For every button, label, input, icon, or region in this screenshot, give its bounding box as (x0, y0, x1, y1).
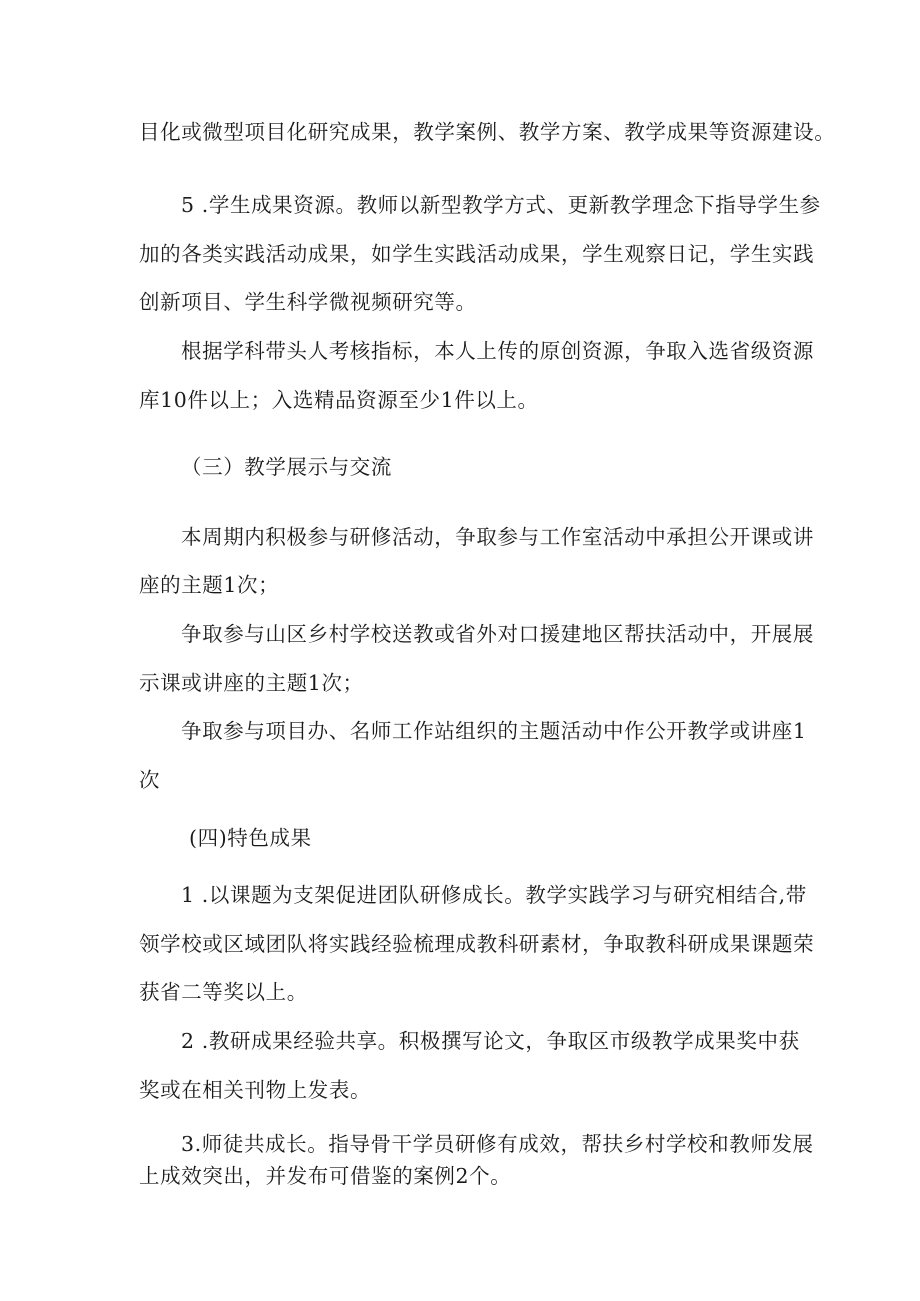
text-line-1: 目化或微型项目化研究成果，教学案例、教学方案、教学成果等资源建设。 (139, 120, 836, 144)
text-line-9: 座的主题1次； (139, 573, 280, 597)
text-line-17: 获省二等奖以上。 (139, 980, 308, 1004)
text-line-19: 奖或在相关刊物上发表。 (139, 1078, 372, 1102)
text-line-3: 加的各类实践活动成果，如学生实践活动成果，学生观察日记，学生实践 (139, 242, 815, 266)
item-2-heading-line: 2 .教研成果经验共享。积极撰写论文，争取区市级教学成果奖中获 (181, 1029, 800, 1053)
section-heading-4: (四)特色成果 (189, 826, 312, 850)
section-heading-3: （三）教学展示与交流 (181, 455, 392, 479)
text-line-10: 争取参与山区乡村学校送教或省外对口援建地区帮扶活动中，开展展 (181, 622, 814, 646)
text-line-13: 次 (139, 768, 161, 792)
paragraph-assessment-line: 根据学科带头人考核指标，本人上传的原创资源，争取入选省级资源 (181, 339, 814, 363)
text-line-11: 示课或讲座的主题1次； (139, 671, 364, 695)
text-line-21: 上成效突出，并发布可借鉴的案例2个。 (139, 1164, 512, 1188)
item-1-heading-line: 1 .以课题为支架促进团队研修成长。教学实践学习与研究相结合,带 (181, 883, 807, 907)
text-line-6: 库10件以上；入选精品资源至少1件以上。 (139, 388, 539, 412)
text-line-12: 争取参与项目办、名师工作站组织的主题活动中作公开教学或讲座1 (181, 719, 807, 743)
text-line-16: 领学校或区域团队将实践经验梳理成教科研素材，争取教科研成果课题荣 (139, 932, 815, 956)
item-3-heading-line: 3.师徒共成长。指导骨干学员研修有成效，帮扶乡村学校和教师发展 (181, 1132, 814, 1156)
text-line-8: 本周期内积极参与研修活动，争取参与工作室活动中承担公开课或讲 (181, 525, 814, 549)
text-line-4: 创新项目、学生科学微视频研究等。 (139, 290, 477, 314)
item-5-heading-line: 5 .学生成果资源。教师以新型教学方式、更新教学理念下指导学生参 (181, 193, 821, 217)
